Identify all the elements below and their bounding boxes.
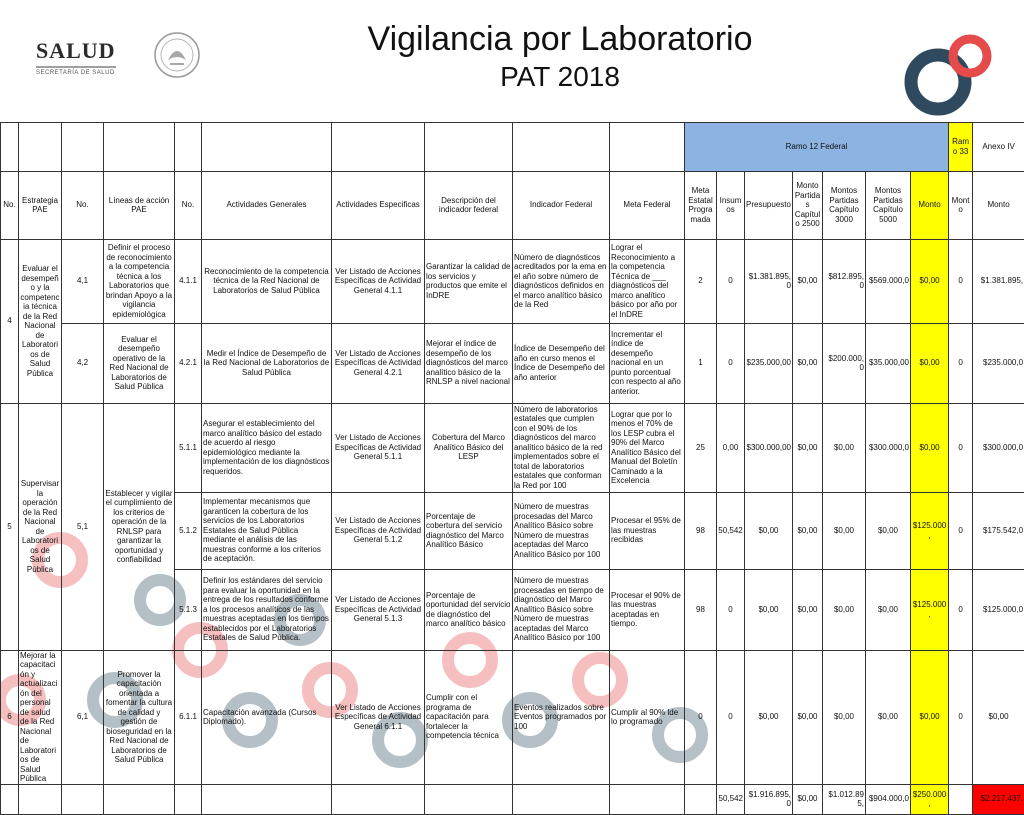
- totals-row: [1, 784, 1024, 814]
- presupuesto: $0,00: [745, 492, 793, 569]
- group-header-row: [1, 123, 1024, 172]
- activity-specific: Ver Listado de Acciones Específicas de Actividad General 4.2.1: [332, 323, 425, 403]
- anexo-amount: 0: [949, 492, 973, 569]
- page-header: [0, 0, 1024, 122]
- total-amount: $175.542,0: [973, 492, 1024, 569]
- activity-general: Reconocimiento de la competencia técnica de la Red Nacional de Laboratorios de Salud Pública: [202, 239, 332, 323]
- table-row: [1, 650, 1024, 784]
- meta-federal: Cumplir al 90% lde lo programado: [610, 650, 685, 784]
- page-subtitle: PAT 2018: [300, 60, 820, 94]
- anexo-amount: 0: [949, 239, 973, 323]
- col-no3: No.: [175, 171, 202, 239]
- cap3000: $0,00: [823, 650, 866, 784]
- insumos: 0: [717, 323, 745, 403]
- line-number: 4,1: [62, 239, 104, 323]
- indicator-description: Garantizar la calidad de los servicios y productos que emite el InDRE: [425, 239, 513, 323]
- anexo-amount: 0: [949, 403, 973, 492]
- meta-estatal: 25: [685, 403, 717, 492]
- anexo-header: Anexo IV: [973, 123, 1024, 172]
- col-monto-anexo: Monto: [949, 171, 973, 239]
- presupuesto: $0,00: [745, 569, 793, 650]
- anexo-amount: 0: [949, 650, 973, 784]
- cap2500: $0,00: [793, 239, 823, 323]
- cap5000: $0,00: [866, 569, 911, 650]
- col-generales: Actividades Generales: [202, 171, 332, 239]
- total-cap3000: $1.012.895,: [823, 784, 866, 814]
- col-estrategia: Estrategia PAE: [19, 171, 62, 239]
- activity-specific: Ver Listado de Acciones Específicas de Actividad General 5.1.1: [332, 403, 425, 492]
- col-lineas: Líneas de acción PAE: [104, 171, 175, 239]
- col-no2: No.: [62, 171, 104, 239]
- total-ramo33: $250.000,: [911, 784, 949, 814]
- line-text: Evaluar el desempeño operativo de la Red Nacional de Laboratorios de Salud Pública: [104, 323, 175, 403]
- col-monto-total: Monto: [973, 171, 1024, 239]
- meta-federal: Incrementar el índice de desempeño nacional en un punto porcentual con respecto al año anterior.: [610, 323, 685, 403]
- meta-federal: Lograr el Reconocimiento a la competencia Técnica de ___ diagnósticos del marco analítico básico por año por el InDRE: [610, 239, 685, 323]
- indicator-federal: Número de laboratorios estatales que cumplen con el 90% de los diagnósticos del marco analítico básico de la red implementados sobre el total de laboratorios estatales que conforman la Red por 100: [513, 403, 610, 492]
- line-number: 4,2: [62, 323, 104, 403]
- activity-number: 4.2.1: [175, 323, 202, 403]
- total-cap2500: $0,00: [793, 784, 823, 814]
- table-row: [1, 323, 1024, 403]
- line-number: 6,1: [62, 650, 104, 784]
- col-no: No.: [1, 171, 19, 239]
- ramo33-amount: $125.000,: [911, 492, 949, 569]
- presupuesto: $300.000,00: [745, 403, 793, 492]
- indicator-federal: Número de muestras procesadas del Marco Analítico Básico sobre Número de muestras aceptadas del Marco Analítico Básico por 100: [513, 492, 610, 569]
- activity-general: Capacitación avanzada (Cursos Diplomado).: [202, 650, 332, 784]
- ramo33-amount: $0,00: [911, 650, 949, 784]
- ramo33-amount: $0,00: [911, 403, 949, 492]
- cap2500: $0,00: [793, 569, 823, 650]
- ramo33-amount: $0,00: [911, 323, 949, 403]
- total-cap5000: $904.000,0: [866, 784, 911, 814]
- col-meta-estatal: Meta Estatal Programada: [685, 171, 717, 239]
- meta-federal: Lograr que por lo menos el 70% de los LESP cubra el 90% del Marco Analítico Básico del Manual del Boletín Caminado a la Excelencia: [610, 403, 685, 492]
- cap3000: $0,00: [823, 403, 866, 492]
- indicator-description: Porcentaje de cobertura del servicio diagnóstico del Marco Analítico Básico: [425, 492, 513, 569]
- cap2500: $0,00: [793, 323, 823, 403]
- meta-estatal: 98: [685, 492, 717, 569]
- page-title: Vigilancia por Laboratorio: [300, 20, 820, 58]
- cap5000: $300.000,0: [866, 403, 911, 492]
- salud-logo: [36, 38, 116, 64]
- indicator-federal: Índice de Desempeño del año en curso menos el Índice de Desempeño del año anterior: [513, 323, 610, 403]
- strategy-text: Supervisar la operación de la Red Nacional de Laboratorios de Salud Pública: [19, 403, 62, 650]
- indicator-federal: Número de diagnósticos acreditados por la ema en el año sobre número de diagnósticos definidos en el marco analítico básico de la Red: [513, 239, 610, 323]
- activity-specific: Ver Listado de Acciones Específicas de Actividad General 4.1.1: [332, 239, 425, 323]
- column-header-row: [1, 171, 1024, 239]
- activity-number: 5.1.2: [175, 492, 202, 569]
- salud-logo-subtext: SECRETARÍA DE SALUD: [36, 70, 115, 76]
- activity-number: 4.1.1: [175, 239, 202, 323]
- cap5000: $0,00: [866, 650, 911, 784]
- brand-rings-logo: [896, 24, 1006, 124]
- strategy-number: 6: [1, 650, 19, 784]
- col-cap3000: Montos Partidas Capítulo 3000: [823, 171, 866, 239]
- col-cap5000: Montos Partidas Capítulo 5000: [866, 171, 911, 239]
- cap5000: $569.000,0: [866, 239, 911, 323]
- ramo33-header: Ramo 33: [949, 123, 973, 172]
- meta-federal: Procesar el 90% de las muestras aceptadas en tiempo.: [610, 569, 685, 650]
- indicator-description: Porcentaje de oportunidad del servicio de diagnóstico del marco analítico básico: [425, 569, 513, 650]
- activity-general: Definir los estándares del servicio para evaluar la oportunidad en la entrega de los resultados conforme a los procesos analíticos de las muestras aceptadas en los tiempos establecidos por el Laboratorios Estatales de Salud Pública.: [202, 569, 332, 650]
- indicator-description: Mejorar el índice de desempeño de los diagnósticos del marco analítico básico de la RNLSP a nivel nacional: [425, 323, 513, 403]
- activity-general: Implementar mecanismos que garanticen la cobertura de los servicios de los Laboratorios Estatales de Salud Pública mediante el análisis de las muestras conforme a los criterios de aceptación.: [202, 492, 332, 569]
- activity-number: 5.1.1: [175, 403, 202, 492]
- table-row: [1, 239, 1024, 323]
- total-presupuesto: $1.916.895,0: [745, 784, 793, 814]
- activities-table: [0, 122, 1024, 815]
- line-number: 5,1: [62, 403, 104, 650]
- presupuesto: $235.000,00: [745, 323, 793, 403]
- anexo-amount: 0: [949, 569, 973, 650]
- meta-federal: Procesar el 95% de las muestras recibidas: [610, 492, 685, 569]
- cap5000: $0,00: [866, 492, 911, 569]
- cap3000: $812.895,0: [823, 239, 866, 323]
- activity-specific: Ver Listado de Acciones Específicas de Actividad General 5.1.2: [332, 492, 425, 569]
- line-text: Definir el proceso de reconocimiento a la competencia técnica a los Laboratorios que brindan Apoyo a la vigilancia epidemiológica: [104, 239, 175, 323]
- total-amount: $1.381.895,: [973, 239, 1024, 323]
- insumos: 0: [717, 569, 745, 650]
- line-text: Promover la capacitación orientada a fomentar la cultura de calidad y gestión de bioseguridad en la Red Nacional de Laboratorios de Salud Pública: [104, 650, 175, 784]
- presupuesto: $1.381.895,0: [745, 239, 793, 323]
- col-especificas: Actividades Especificas: [332, 171, 425, 239]
- activity-specific: Ver Listado de Acciones Específicas de Actividad General 5.1.3: [332, 569, 425, 650]
- cap2500: $0,00: [793, 492, 823, 569]
- activity-number: 5.1.3: [175, 569, 202, 650]
- total-amount: $0,00: [973, 650, 1024, 784]
- cap5000: $35.000,00: [866, 323, 911, 403]
- indicator-federal: Número de muestras procesadas en tiempo de diagnóstico del Marco Analítico Básico sobre Número de muestras aceptadas del Marco Analítico Básico por 100: [513, 569, 610, 650]
- col-indicador: Indicador Federal: [513, 171, 610, 239]
- meta-estatal: 1: [685, 323, 717, 403]
- col-presupuesto: Presupuesto: [745, 171, 793, 239]
- insumos: 0: [717, 239, 745, 323]
- strategy-text: Mejorar la capacitación y actualización del personal de salud de la Red Nacional de Laboratorios de Salud Pública: [19, 650, 62, 784]
- ramo33-amount: $0,00: [911, 239, 949, 323]
- total-amount: $125.000,0: [973, 569, 1024, 650]
- anexo-amount: 0: [949, 323, 973, 403]
- indicator-description: Cobertura del Marco Analítico Básico del LESP: [425, 403, 513, 492]
- indicator-description: Cumplir con el programa de capacitación para fortalecer la competencia técnica: [425, 650, 513, 784]
- insumos: 0,00: [717, 403, 745, 492]
- strategy-number: 5: [1, 403, 19, 650]
- col-meta-federal: Meta Federal: [610, 171, 685, 239]
- cap2500: $0,00: [793, 403, 823, 492]
- indicator-federal: Eventos realizados sobre Eventos programados por 100: [513, 650, 610, 784]
- activity-general: Asegurar el establecimiento del marco analítico básico del estado de acuerdo al riesgo epidemiológico mediante la implementación de los diagnósticos requeridos.: [202, 403, 332, 492]
- activity-number: 6.1.1: [175, 650, 202, 784]
- col-insumos: Insumos: [717, 171, 745, 239]
- insumos: 50,542: [717, 492, 745, 569]
- activity-general: Medir el Índice de Desempeño de la Red Nacional de Laboratorios de Salud Pública: [202, 323, 332, 403]
- ramo12-header: Ramo 12 Federal: [685, 123, 949, 172]
- strategy-number: 4: [1, 239, 19, 403]
- table-row: [1, 403, 1024, 492]
- total-amount: $300.000,0: [973, 403, 1024, 492]
- col-descripcion: Descripción del indicador federal: [425, 171, 513, 239]
- strategy-text: Evaluar el desempeño y la competencia técnica de la Red Nacional de Laboratorios de Salud Pública: [19, 239, 62, 403]
- presupuesto: $0,00: [745, 650, 793, 784]
- col-monto-ramo33: Monto: [911, 171, 949, 239]
- salud-logo-text: SALUD: [36, 38, 116, 64]
- insumos: 0: [717, 650, 745, 784]
- col-cap2500: Monto Partidas Capítulo 2500: [793, 171, 823, 239]
- cap2500: $0,00: [793, 650, 823, 784]
- line-text: Establecer y vigilar el cumplimiento de los criterios de operación de la RNLSP para garantizar la oportunidad y confiabilidad: [104, 403, 175, 650]
- meta-estatal: 0: [685, 650, 717, 784]
- grand-total: $2.217.437,: [973, 784, 1024, 814]
- meta-estatal: 2: [685, 239, 717, 323]
- total-amount: $235.000,0: [973, 323, 1024, 403]
- national-seal-icon: [152, 30, 202, 80]
- meta-estatal: 98: [685, 569, 717, 650]
- ramo33-amount: $125.000,: [911, 569, 949, 650]
- cap3000: $0,00: [823, 569, 866, 650]
- cap3000: $0,00: [823, 492, 866, 569]
- cap3000: $200.000,0: [823, 323, 866, 403]
- activity-specific: Ver Listado de Acciones Específicas de Actividad General 6.1.1: [332, 650, 425, 784]
- total-insumos: 50,542: [717, 784, 745, 814]
